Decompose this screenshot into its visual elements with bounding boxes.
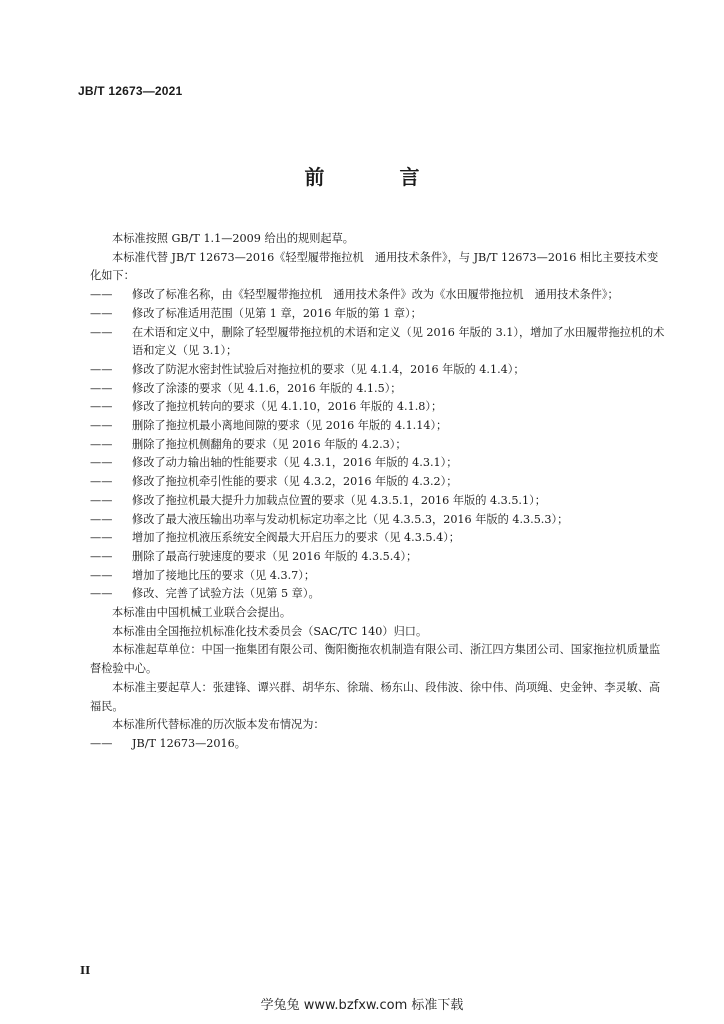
list-item-text: 修改了拖拉机最大提升力加载点位置的要求（见 4.3.5.1，2016 年版的 4.3.5.1）； [132, 493, 546, 507]
paragraph-proposed-by: 本标准由中国机械工业联合会提出。 [112, 606, 292, 620]
dash-marker: —— [90, 325, 113, 339]
dash-marker: —— [90, 736, 113, 750]
dash-marker: —— [90, 493, 113, 507]
dash-marker: —— [90, 475, 113, 489]
list-item-text: 修改了标准适用范围（见第 1 章，2016 年版的第 1 章）； [132, 306, 422, 320]
dash-marker: —— [90, 288, 113, 302]
list-item-text: 删除了拖拉机侧翻角的要求（见 2016 年版的 4.2.3）； [132, 437, 407, 451]
list-item [90, 567, 666, 586]
dash-marker: —— [90, 456, 113, 470]
history-list [90, 735, 666, 754]
list-item-text: 删除了拖拉机最小离地间隙的要求（见 2016 年版的 4.1.14）； [132, 419, 448, 433]
list-item [90, 529, 666, 548]
paragraph-drafting-units: 本标准起草单位：中国一拖集团有限公司、衡阳衡拖农机制造有限公司、浙江四方集团公司、国家拖拉机质量监督检验中心。 [90, 643, 661, 676]
list-item [90, 417, 666, 436]
dash-marker: —— [90, 549, 113, 563]
list-item [90, 398, 666, 417]
foreword-body [90, 230, 666, 754]
paragraph-history: 本标准所代替标准的历次版本发布情况为： [112, 718, 325, 732]
paragraph-drafters: 本标准主要起草人：张建锋、谭兴群、胡华东、徐瑞、杨东山、段伟波、徐中伟、尚项绳、史金钟、李灵敏、高福民。 [90, 680, 661, 713]
dash-marker: —— [90, 306, 113, 320]
list-item [90, 436, 666, 455]
list-item [90, 511, 666, 530]
paragraph-technical-committee: 本标准由全国拖拉机标准化技术委员会（SAC/TC 140）归口。 [112, 624, 428, 638]
list-item-text: 修改了动力输出轴的性能要求（见 4.3.1，2016 年版的 4.3.1）； [132, 456, 458, 470]
dash-marker: —— [90, 568, 113, 582]
list-item [90, 585, 666, 604]
list-item [90, 286, 666, 305]
list-item-text: 增加了接地比压的要求（见 4.3.7）； [132, 568, 316, 582]
list-item-text: 删除了最高行驶速度的要求（见 2016 年版的 4.3.5.4）； [132, 549, 418, 563]
paragraph-replaces: 本标准代替 JB/T 12673—2016《轻型履带拖拉机 通用技术条件》，与 JB/T 12673—2016 相比主要技术变化如下： [90, 250, 659, 283]
list-item-text: 修改了拖拉机牵引性能的要求（见 4.3.2，2016 年版的 4.3.2）； [132, 475, 458, 489]
dash-marker: —— [90, 381, 113, 395]
changes-list [90, 286, 666, 604]
dash-marker: —— [90, 587, 113, 601]
dash-marker: —— [90, 419, 113, 433]
list-item-text: JB/T 12673—2016。 [132, 736, 246, 750]
list-item [90, 454, 666, 473]
list-item [90, 492, 666, 511]
list-item-text: 修改、完善了试验方法（见第 5 章）。 [132, 587, 320, 601]
paragraph-drafting-rules: 本标准按照 GB/T 1.1—2009 给出的规则起草。 [112, 232, 354, 245]
list-item-text: 修改了拖拉机转向的要求（见 4.1.10，2016 年版的 4.1.8）； [132, 400, 443, 414]
list-item [90, 548, 666, 567]
list-item-text: 修改了标准名称，由《轻型履带拖拉机 通用技术条件》改为《水田履带拖拉机 通用技术条件》； [132, 288, 619, 302]
list-item-text: 修改了涂漆的要求（见 4.1.6，2016 年版的 4.1.5）； [132, 381, 402, 395]
list-item-text: 修改了最大液压输出功率与发动机标定功率之比（见 4.3.5.3，2016 年版的 4.3.5.3）； [132, 512, 569, 526]
list-item-text: 增加了拖拉机液压系统安全阀最大开启压力的要求（见 4.3.5.4）； [132, 531, 460, 545]
dash-marker: —— [90, 362, 113, 376]
dash-marker: —— [90, 400, 113, 414]
dash-marker: —— [90, 531, 113, 545]
list-item-text: 修改了防泥水密封性试验后对拖拉机的要求（见 4.1.4，2016 年版的 4.1.4）； [132, 362, 525, 376]
watermark-text: 学兔兔 www.bzfxw.com 标准下载 [260, 998, 464, 1013]
page-number: II [80, 964, 91, 977]
dash-marker: —— [90, 512, 113, 526]
list-item [90, 361, 666, 380]
list-item [90, 473, 666, 492]
page-title: 前 言 [304, 165, 454, 189]
list-item [90, 380, 666, 399]
list-item [90, 305, 666, 324]
list-item [90, 324, 666, 361]
list-item-text: 在术语和定义中，删除了轻型履带拖拉机的术语和定义（见 2016 年版的 3.1），增加了水田履带拖拉机的术语和定义（见 3.1）； [132, 325, 665, 358]
dash-marker: —— [90, 437, 113, 451]
list-item [90, 735, 666, 754]
standard-number: JB/T 12673—2021 [78, 84, 183, 98]
